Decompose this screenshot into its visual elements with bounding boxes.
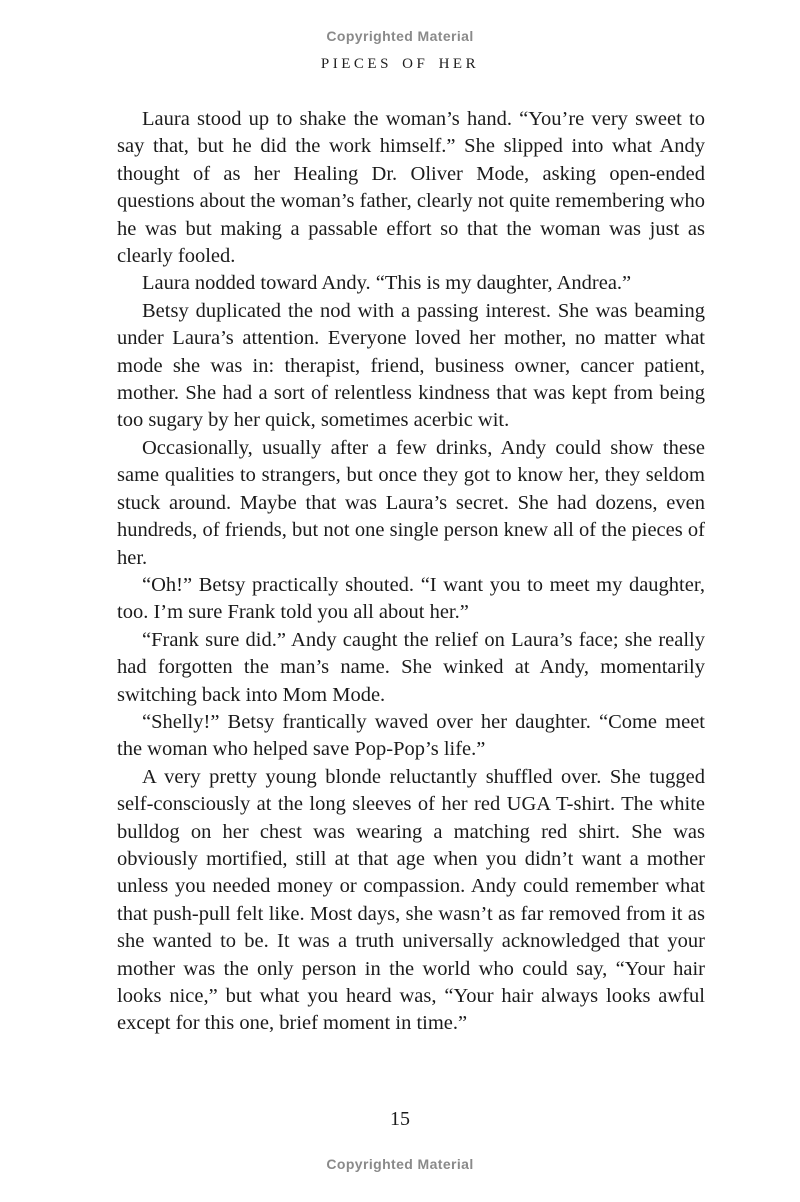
copyright-notice-bottom: Copyrighted Material bbox=[326, 1156, 474, 1172]
copyright-notice-top: Copyrighted Material bbox=[326, 28, 474, 44]
paragraph: “Oh!” Betsy practically shouted. “I want you to meet my daughter, too. I’m sure Frank told you all about her.” bbox=[117, 573, 705, 624]
paragraph: Occasionally, usually after a few drinks, Andy could show these same qualities to strangers, but once they got to know her, they seldom stuck around. Maybe that was Laura’s secret. She had dozens, even hundreds, of friends, but not one single person knew all of the pieces of her. bbox=[117, 436, 705, 569]
page-body-text bbox=[117, 106, 705, 1038]
page-number: 15 bbox=[390, 1108, 410, 1130]
paragraph: Laura nodded toward Andy. “This is my daughter, Andrea.” bbox=[142, 272, 632, 295]
paragraph: A very pretty young blonde reluctantly shuffled over. She tugged self-consciously at the long sleeves of her red UGA T-shirt. The white bulldog on her chest was wearing a matching red shirt. She was obviously mortified, still at that age when you didn’t want a mother unless you needed money or compassion. Andy could remember what that push-pull felt like. Most days, she wasn’t as far removed from it as she wanted to be. It was a truth universally acknowledged that your mother was the only person in the world who could say, “Your hair looks nice,” but what you heard was, “Your hair always looks awful except for this one, brief moment in time.” bbox=[117, 765, 705, 1035]
paragraph: Betsy duplicated the nod with a passing interest. She was beaming under Laura’s attention. Everyone loved her mother, no matter what mode she was in: therapist, friend, business owner, cancer patient, mother. She had a sort of relentless kindness that was kept from being too sugary by her quick, sometimes acerbic wit. bbox=[117, 299, 705, 432]
paragraph: “Frank sure did.” Andy caught the relief on Laura’s face; she really had forgotten the man’s name. She winked at Andy, momentarily switching back into Mom Mode. bbox=[117, 628, 705, 706]
paragraph: “Shelly!” Betsy frantically waved over her daughter. “Come meet the woman who helped save Pop-Pop’s life.” bbox=[117, 710, 705, 761]
running-header: PIECES OF HER bbox=[320, 56, 480, 72]
paragraph: Laura stood up to shake the woman’s hand. “You’re very sweet to say that, but he did the work himself.” She slipped into what Andy thought of as her Healing Dr. Oliver Mode, asking open-ended questions about the woman’s father, clearly not quite remembering who he was but making a passable effort so that the woman was just as clearly fooled. bbox=[117, 108, 705, 268]
